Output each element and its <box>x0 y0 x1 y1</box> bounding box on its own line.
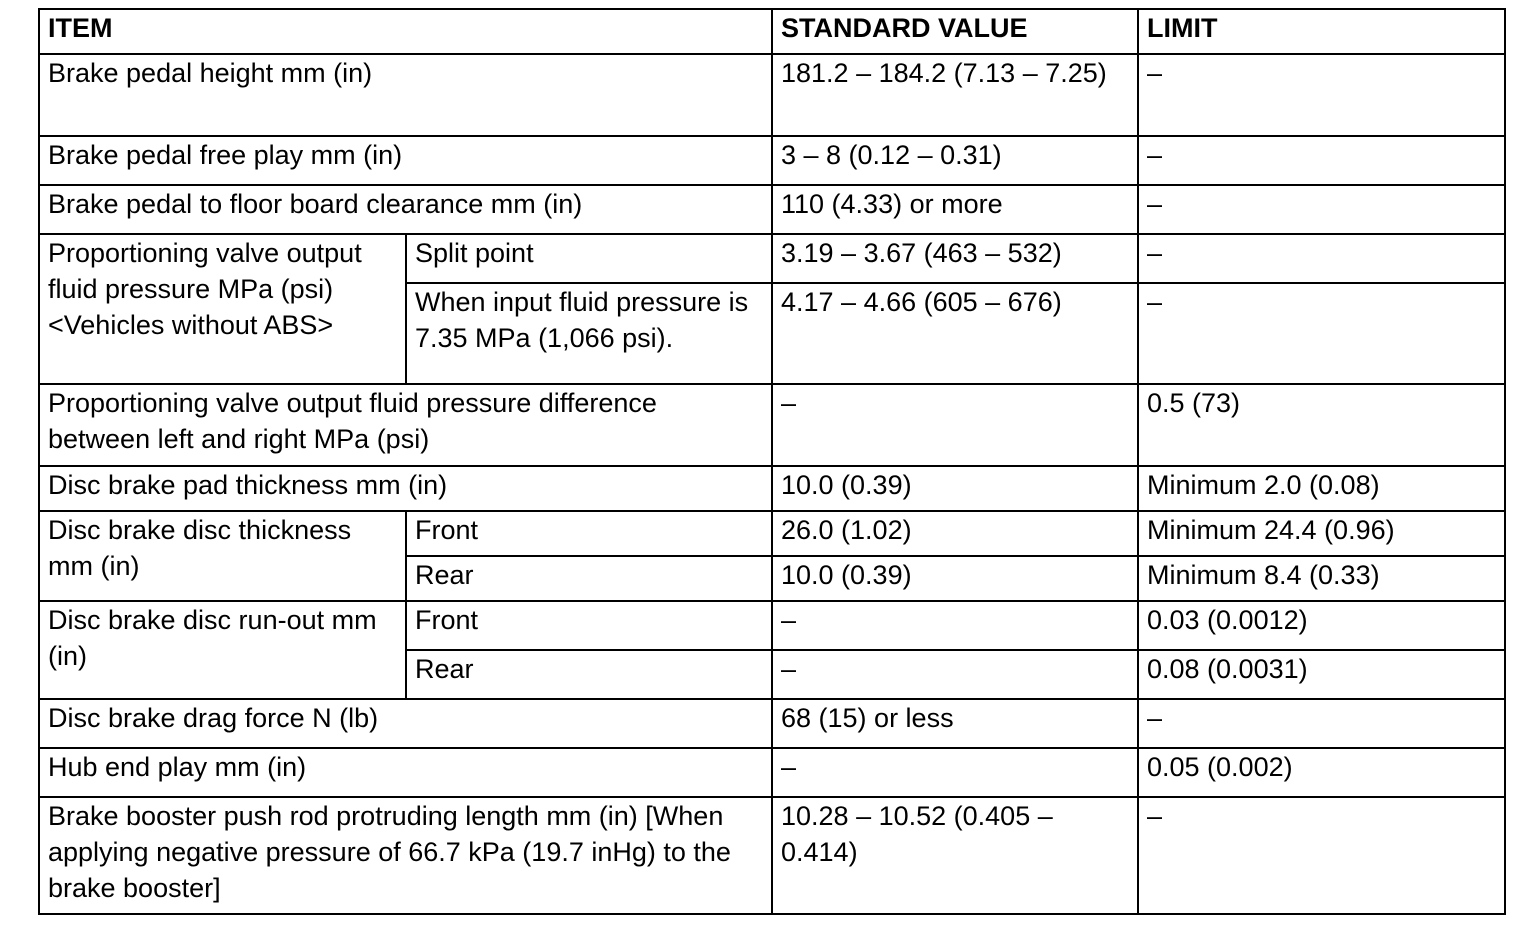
limit-cell: – <box>1138 185 1505 234</box>
limit-cell: – <box>1138 136 1505 185</box>
sub-item-cell: Front <box>406 601 772 650</box>
standard-value-cell: 10.0 (0.39) <box>772 556 1138 601</box>
item-cell: Hub end play mm (in) <box>39 748 772 797</box>
limit-cell: – <box>1138 54 1505 136</box>
item-cell: Proportioning valve output fluid pressure MPa (psi) <Vehicles without ABS> <box>39 234 406 384</box>
sub-item-cell: Split point <box>406 234 772 283</box>
table-row <box>39 511 1505 556</box>
standard-value-cell: – <box>772 650 1138 699</box>
sub-item-cell: Front <box>406 511 772 556</box>
table-row <box>39 466 1505 511</box>
standard-value-cell: 26.0 (1.02) <box>772 511 1138 556</box>
table-row <box>39 748 1505 797</box>
item-cell: Brake pedal height mm (in) <box>39 54 772 136</box>
header-limit: LIMIT <box>1138 9 1505 54</box>
table-row <box>39 797 1505 914</box>
limit-cell: – <box>1138 699 1505 748</box>
standard-value-cell: – <box>772 601 1138 650</box>
item-cell: Disc brake drag force N (lb) <box>39 699 772 748</box>
item-cell: Brake pedal free play mm (in) <box>39 136 772 185</box>
table-row <box>39 699 1505 748</box>
standard-value-cell: 68 (15) or less <box>772 699 1138 748</box>
header-item: ITEM <box>39 9 772 54</box>
header-standard-value: STANDARD VALUE <box>772 9 1138 54</box>
item-cell: Brake pedal to floor board clearance mm (in) <box>39 185 772 234</box>
standard-value-cell: 181.2 – 184.2 (7.13 – 7.25) <box>772 54 1138 136</box>
sub-item-cell: Rear <box>406 650 772 699</box>
item-cell: Brake booster push rod protruding length mm (in) [When applying negative pressure of 66.7 kPa (19.7 inHg) to the brake booster] <box>39 797 772 914</box>
standard-value-cell: – <box>772 384 1138 466</box>
standard-value-cell: 110 (4.33) or more <box>772 185 1138 234</box>
item-cell: Proportioning valve output fluid pressure difference between left and right MPa (psi) <box>39 384 772 466</box>
limit-cell: – <box>1138 234 1505 283</box>
table-row <box>39 54 1505 136</box>
limit-cell: 0.05 (0.002) <box>1138 748 1505 797</box>
sub-item-cell: Rear <box>406 556 772 601</box>
limit-cell: Minimum 8.4 (0.33) <box>1138 556 1505 601</box>
limit-cell: Minimum 2.0 (0.08) <box>1138 466 1505 511</box>
table-row <box>39 384 1505 466</box>
standard-value-cell: 10.28 – 10.52 (0.405 – 0.414) <box>772 797 1138 914</box>
limit-cell: – <box>1138 283 1505 384</box>
item-cell: Disc brake disc run-out mm (in) <box>39 601 406 699</box>
sub-item-cell: When input fluid pressure is 7.35 MPa (1,066 psi). <box>406 283 772 384</box>
table-row <box>39 136 1505 185</box>
item-cell: Disc brake pad thickness mm (in) <box>39 466 772 511</box>
standard-value-cell: 3.19 – 3.67 (463 – 532) <box>772 234 1138 283</box>
limit-cell: 0.08 (0.0031) <box>1138 650 1505 699</box>
limit-cell: 0.5 (73) <box>1138 384 1505 466</box>
standard-value-cell: – <box>772 748 1138 797</box>
table-row <box>39 234 1505 283</box>
limit-cell: – <box>1138 797 1505 914</box>
item-cell: Disc brake disc thickness mm (in) <box>39 511 406 601</box>
table-header-row <box>39 9 1505 54</box>
brake-specifications-table <box>38 8 1506 915</box>
table-row <box>39 601 1505 650</box>
standard-value-cell: 10.0 (0.39) <box>772 466 1138 511</box>
standard-value-cell: 3 – 8 (0.12 – 0.31) <box>772 136 1138 185</box>
limit-cell: 0.03 (0.0012) <box>1138 601 1505 650</box>
table-row <box>39 185 1505 234</box>
limit-cell: Minimum 24.4 (0.96) <box>1138 511 1505 556</box>
standard-value-cell: 4.17 – 4.66 (605 – 676) <box>772 283 1138 384</box>
